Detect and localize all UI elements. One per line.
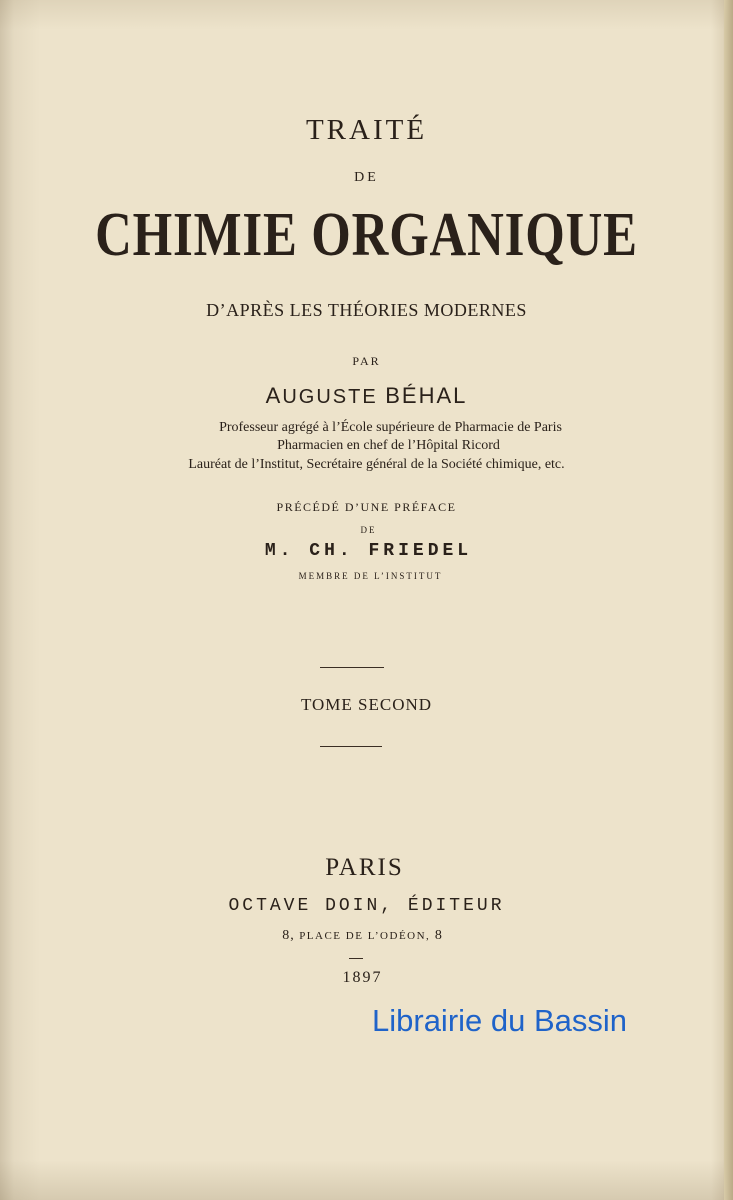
by-line: PAR <box>352 354 381 368</box>
divider-rule <box>320 667 384 668</box>
preface-author: M. CH. FRIEDEL <box>264 541 473 561</box>
title-line-2: DE <box>354 170 379 185</box>
preface-de: DE <box>360 525 377 535</box>
address-number-left: 8, <box>282 928 295 943</box>
watermark-text: Librairie du Bassin <box>372 1003 628 1038</box>
imprint-year: 1897 <box>342 969 383 986</box>
author-last-name: BÉHAL <box>385 383 468 408</box>
address-street: PLACE DE L’ODÉON, <box>299 930 431 942</box>
imprint-city: PARIS <box>325 854 404 881</box>
author-credential-1: Professeur agrégé à l’École supérieure de Pharmacie de Paris <box>219 420 562 435</box>
title-line-1: TRAITÉ <box>305 114 428 146</box>
preface-author-title: MEMBRE DE L’INSTITUT <box>298 571 443 581</box>
main-title: CHIMIE ORGANIQUE <box>95 201 638 269</box>
author-first-rest: UGUSTE <box>282 386 378 408</box>
subtitle: D’APRÈS LES THÉORIES MODERNES <box>206 300 527 320</box>
imprint-publisher: OCTAVE DOIN, ÉDITEUR <box>228 896 505 916</box>
volume-label: TOME SECOND <box>300 695 433 714</box>
divider-rule <box>320 746 382 747</box>
author-name <box>0 383 733 409</box>
preface-line: PRÉCÉDÉ D’UNE PRÉFACE <box>276 500 457 514</box>
imprint-address <box>0 928 729 944</box>
author-first-initial: A <box>265 383 283 408</box>
divider-rule <box>349 958 363 959</box>
address-number-right: 8 <box>434 928 443 943</box>
author-credential-2: Pharmacien en chef de l’Hôpital Ricord <box>277 438 500 453</box>
author-credential-3: Lauréat de l’Institut, Secrétaire général de la Société chimique, etc. <box>188 457 565 472</box>
